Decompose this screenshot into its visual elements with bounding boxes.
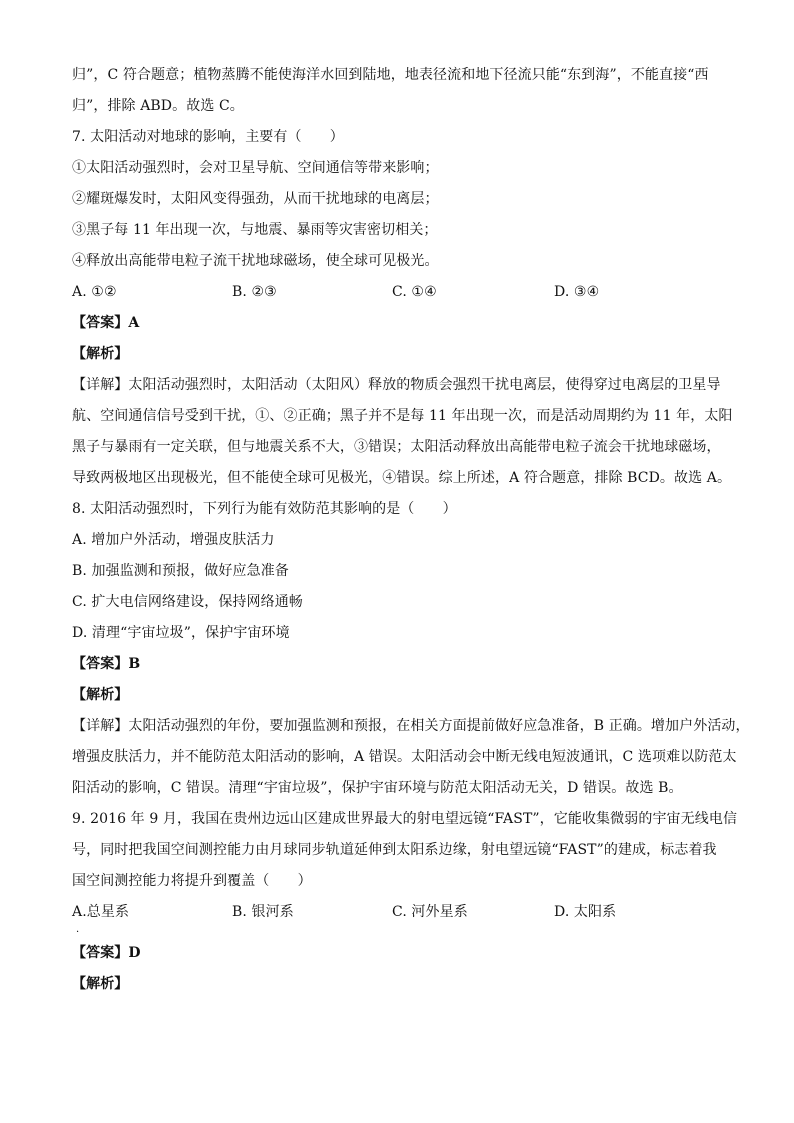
question-7-item-3: ③黑子每 11 年出现一次，与地震、暴雨等灾害密切相关； [72, 222, 438, 238]
question-7-item-4: ④释放出高能带电粒子流干扰地球磁场，使全球可见极光。 [72, 253, 439, 269]
question-9-option-d: D. 太阳系 [554, 904, 617, 920]
question-7-option-a: A. ①② [72, 284, 117, 300]
question-7-option-d: D. ③④ [554, 284, 600, 300]
question-7-detail-line-2: 航、空间通信信号受到干扰，①、②正确；黑子并不是每 11 年出现一次，而是活动周期约为 11 年，太阳 [72, 408, 733, 424]
question-8-detail-line-1: 【详解】太阳活动强烈的年份，要加强监测和预报，在相关方面提前做好应急准备，B 正确。增加户外活动， [72, 718, 750, 734]
question-9-option-b: B. 银河系 [232, 904, 294, 920]
question-9-option-c: C. 河外星系 [392, 904, 468, 920]
question-8-answer: 【答案】B [72, 656, 141, 672]
question-9-answer: 【答案】D [72, 945, 141, 961]
question-7-detail-line-3: 黑子与暴雨有一定关联，但与地震关系不大，③错误；太阳活动释放出高能带电粒子流会干扰地球磁场， [72, 439, 721, 455]
question-9-option-a: A.总星系 [72, 904, 130, 920]
question-7-option-c: C. ①④ [392, 284, 437, 300]
question-7-detail-line-4: 导致两极地区出现极光，但不能使全球可见极光，④错误。综上所述，A 符合题意，排除 BCD。故选 A。 [72, 470, 732, 486]
question-8-detail-line-2: 增强皮肤活力，并不能防范太阳活动的影响，A 错误。太阳活动会中断无线电短波通讯，C 选项难以防范太 [72, 749, 737, 765]
question-8-option-b: B. 加强监测和预报，做好应急准备 [72, 563, 289, 579]
previous-analysis-line-2: 归”，排除 ABD。故选 C。 [72, 98, 244, 114]
question-8-option-c: C. 扩大电信网络建设，保持网络通畅 [72, 594, 303, 610]
question-7-analysis-heading: 【解析】 [72, 346, 129, 362]
question-7-detail-line-1: 【详解】太阳活动强烈时，太阳活动（太阳风）释放的物质会强烈干扰电离层，使得穿过电离层的卫星导 [72, 377, 721, 393]
question-9-stem-line-1: 9. 2016 年 9 月，我国在贵州边远山区建成世界最大的射电望远镜“FAST”，它能收集微弱的宇宙无线电信 [72, 811, 738, 827]
question-7-item-2: ②耀斑爆发时，太阳风变得强劲，从而干扰地球的电离层； [72, 191, 439, 207]
question-7-options [72, 277, 724, 308]
document-page [72, 60, 750, 1000]
question-9-stem-line-2: 号，同时把我国空间测控能力由月球同步轨道延伸到太阳系边缘，射电望远镜“FAST”的建成，标志着我 [72, 842, 717, 858]
previous-analysis-line-1: 归”，C 符合题意；植物蒸腾不能使海洋水回到陆地，地表径流和地下径流只能“东到海”，不能直接“西 [72, 67, 709, 83]
question-9-options [72, 897, 724, 928]
question-7-answer: 【答案】A [72, 315, 140, 331]
question-8-detail-line-3: 阳活动的影响，C 错误。清理“宇宙垃圾”，保护宇宙环境与防范太阳活动无关，D 错误。故选 B。 [72, 780, 683, 796]
question-9-stem-line-3: 国空间测控能力将提升到覆盖（ ） [72, 873, 312, 889]
question-8-stem: 8. 太阳活动强烈时，下列行为能有效防范其影响的是（ ） [72, 501, 457, 517]
question-8-option-a: A. 增加户外活动，增强皮肤活力 [72, 532, 275, 548]
question-9-analysis-heading: 【解析】 [72, 976, 129, 992]
question-7-stem: 7. 太阳活动对地球的影响，主要有（ ） [72, 129, 344, 145]
question-8-option-d: D. 清理“宇宙垃圾”，保护宇宙环境 [72, 625, 290, 641]
question-7-item-1: ①太阳活动强烈时，会对卫星导航、空间通信等带来影响； [72, 160, 439, 176]
question-7-option-b: B. ②③ [232, 284, 277, 300]
question-8-analysis-heading: 【解析】 [72, 687, 129, 703]
stray-dot-mark: · [76, 927, 80, 938]
